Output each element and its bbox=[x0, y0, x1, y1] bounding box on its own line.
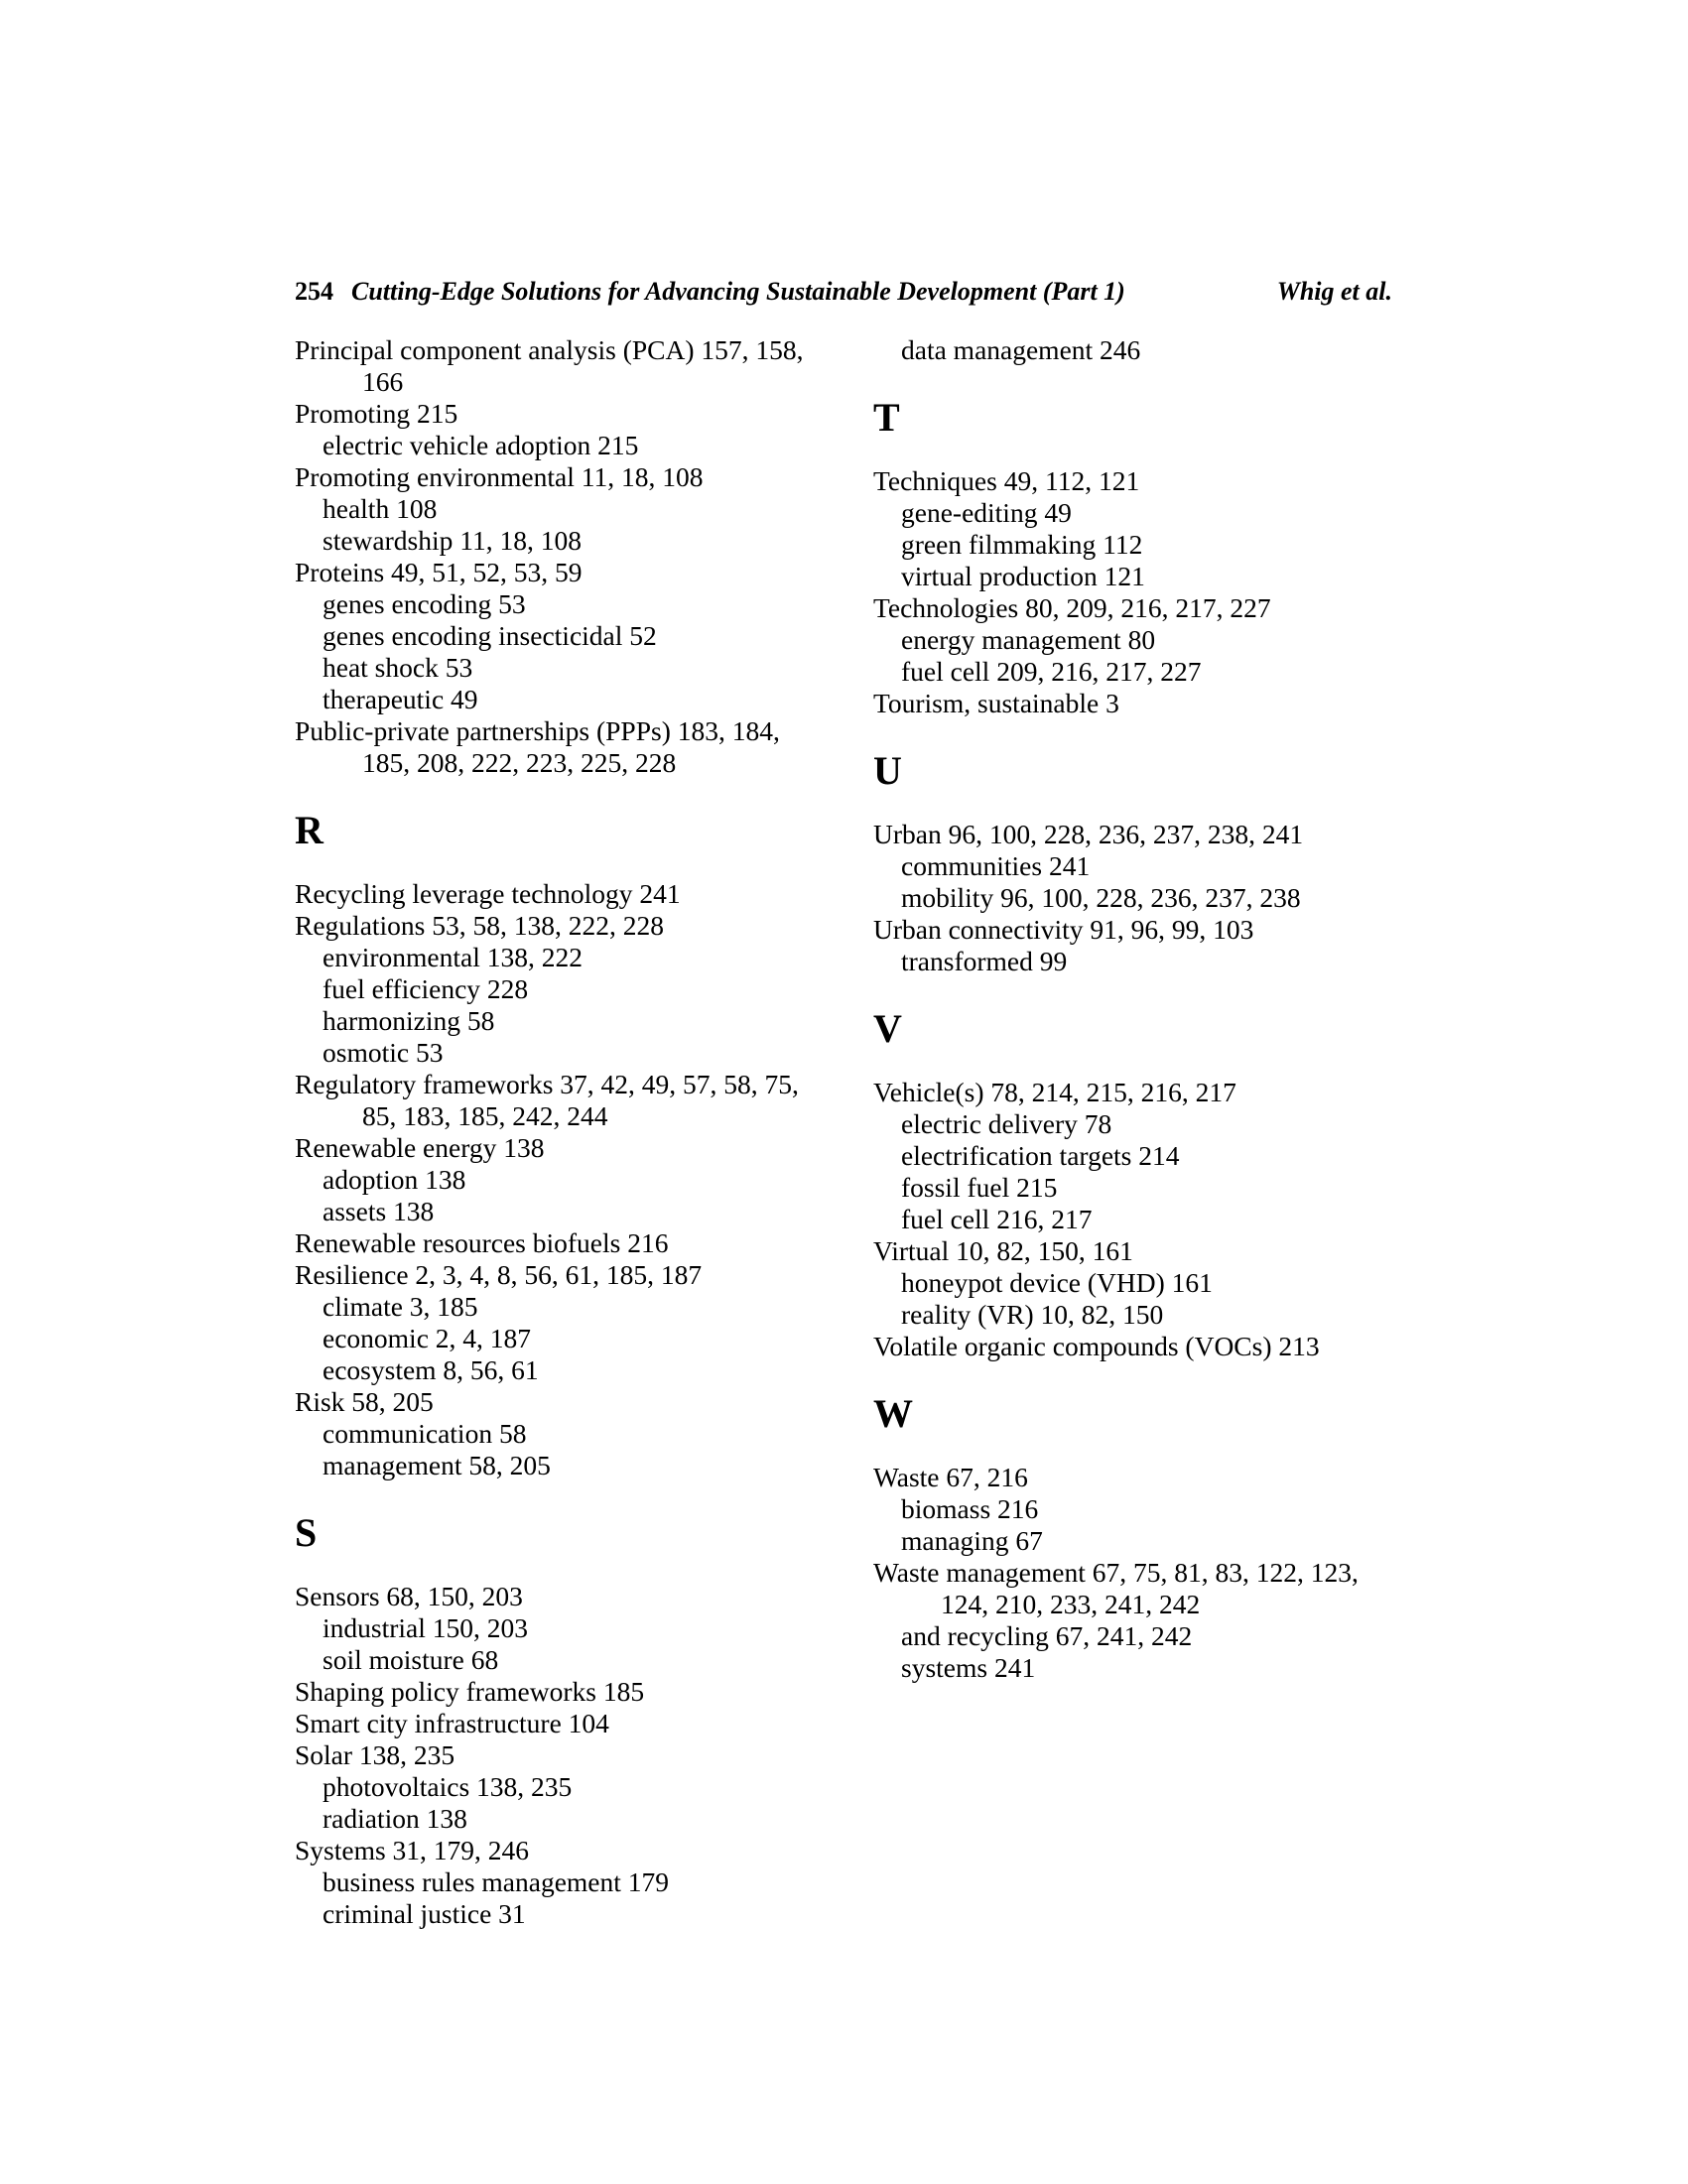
index-subentry: industrial 150, 203 bbox=[323, 1612, 529, 1643]
index-entry: Shaping policy frameworks 185 bbox=[295, 1676, 645, 1707]
index-subentry: data management 246 bbox=[901, 334, 1141, 365]
index-entry: Proteins 49, 51, 52, 53, 59 bbox=[295, 557, 583, 587]
index-entry: Waste management 67, 75, 81, 83, 122, 123, bbox=[873, 1557, 1359, 1588]
index-entry: Public-private partnerships (PPPs) 183, 184, bbox=[295, 715, 780, 746]
index-entry: Systems 31, 179, 246 bbox=[295, 1835, 530, 1865]
index-subentry: stewardship 11, 18, 108 bbox=[323, 525, 582, 556]
index-entry: Technologies 80, 209, 216, 217, 227 bbox=[873, 592, 1271, 623]
index-subentry: economic 2, 4, 187 bbox=[323, 1323, 532, 1353]
index-entry: Urban 96, 100, 228, 236, 237, 238, 241 bbox=[873, 819, 1304, 849]
index-entry: Recycling leverage technology 241 bbox=[295, 878, 681, 909]
index-column-right bbox=[873, 334, 1392, 1684]
index-subentry: genes encoding 53 bbox=[323, 588, 526, 619]
index-entry: Promoting 215 bbox=[295, 398, 458, 429]
index-subentry: honeypot device (VHD) 161 bbox=[901, 1267, 1213, 1298]
index-entry: Principal component analysis (PCA) 157, 158, bbox=[295, 334, 804, 365]
index-entry: Tourism, sustainable 3 bbox=[873, 688, 1119, 718]
index-entry: Urban connectivity 91, 96, 99, 103 bbox=[873, 914, 1254, 945]
index-entry-continuation: 85, 183, 185, 242, 244 bbox=[362, 1100, 608, 1131]
index-subentry: therapeutic 49 bbox=[323, 684, 478, 714]
section-heading-r: R bbox=[295, 808, 324, 852]
index-subentry: transformed 99 bbox=[901, 946, 1068, 976]
book-title: Cutting-Edge Solutions for Advancing Sustainable Development (Part 1) bbox=[351, 277, 1125, 306]
index-entry: Promoting environmental 11, 18, 108 bbox=[295, 461, 704, 492]
index-subentry: virtual production 121 bbox=[901, 561, 1145, 591]
section-heading-w: W bbox=[873, 1391, 913, 1436]
index-subentry: osmotic 53 bbox=[323, 1037, 444, 1068]
index-subentry: criminal justice 31 bbox=[323, 1898, 526, 1929]
index-entry: Sensors 68, 150, 203 bbox=[295, 1581, 523, 1611]
index-subentry: radiation 138 bbox=[323, 1803, 467, 1834]
index-subentry: assets 138 bbox=[323, 1196, 435, 1226]
section-heading-s: S bbox=[295, 1510, 318, 1555]
index-entry-continuation: 185, 208, 222, 223, 225, 228 bbox=[362, 747, 677, 778]
index-page bbox=[295, 277, 1392, 1930]
index-subentry: energy management 80 bbox=[901, 624, 1156, 655]
index-entry: Risk 58, 205 bbox=[295, 1386, 434, 1417]
index-subentry: heat shock 53 bbox=[323, 652, 473, 683]
index-subentry: systems 241 bbox=[901, 1652, 1036, 1683]
section-heading-t: T bbox=[873, 395, 900, 440]
page-number: 254 bbox=[295, 277, 333, 306]
index-subentry: harmonizing 58 bbox=[323, 1005, 495, 1036]
index-column-left bbox=[295, 334, 814, 1930]
index-entry: Resilience 2, 3, 4, 8, 56, 61, 185, 187 bbox=[295, 1259, 703, 1290]
index-subentry: fossil fuel 215 bbox=[901, 1172, 1058, 1203]
index-subentry: environmental 138, 222 bbox=[323, 942, 583, 972]
index-subentry: climate 3, 185 bbox=[323, 1291, 478, 1322]
index-subentry: adoption 138 bbox=[323, 1164, 466, 1195]
index-subentry: ecosystem 8, 56, 61 bbox=[323, 1354, 539, 1385]
index-subentry: electric vehicle adoption 215 bbox=[323, 430, 639, 460]
index-entry-continuation: 124, 210, 233, 241, 242 bbox=[941, 1589, 1201, 1619]
index-subentry: mobility 96, 100, 228, 236, 237, 238 bbox=[901, 882, 1301, 913]
index-subentry: fuel cell 216, 217 bbox=[901, 1204, 1093, 1234]
index-entry: Regulatory frameworks 37, 42, 49, 57, 58, 75, bbox=[295, 1069, 799, 1099]
index-subentry: gene-editing 49 bbox=[901, 497, 1072, 528]
index-subentry: electric delivery 78 bbox=[901, 1108, 1112, 1139]
index-entry: Regulations 53, 58, 138, 222, 228 bbox=[295, 910, 665, 941]
index-subentry: fuel efficiency 228 bbox=[323, 973, 529, 1004]
section-heading-u: U bbox=[873, 748, 902, 793]
header-authors: Whig et al. bbox=[1276, 277, 1392, 306]
index-subentry: fuel cell 209, 216, 217, 227 bbox=[901, 656, 1202, 687]
index-entry: Techniques 49, 112, 121 bbox=[873, 465, 1140, 496]
index-subentry: biomass 216 bbox=[901, 1493, 1039, 1524]
index-subentry: genes encoding insecticidal 52 bbox=[323, 620, 657, 651]
index-subentry: business rules management 179 bbox=[323, 1866, 670, 1897]
index-subentry: communities 241 bbox=[901, 850, 1091, 881]
index-entry-continuation: 166 bbox=[362, 366, 404, 397]
index-entry: Renewable resources biofuels 216 bbox=[295, 1227, 669, 1258]
index-columns bbox=[295, 334, 1392, 1930]
running-header bbox=[295, 277, 1392, 307]
index-subentry: managing 67 bbox=[901, 1525, 1043, 1556]
index-entry: Renewable energy 138 bbox=[295, 1132, 545, 1163]
index-subentry: green filmmaking 112 bbox=[901, 529, 1143, 560]
index-entry: Vehicle(s) 78, 214, 215, 216, 217 bbox=[873, 1077, 1236, 1107]
index-entry: Volatile organic compounds (VOCs) 213 bbox=[873, 1331, 1320, 1361]
index-entry: Virtual 10, 82, 150, 161 bbox=[873, 1235, 1133, 1266]
index-subentry: communication 58 bbox=[323, 1418, 527, 1449]
index-subentry: electrification targets 214 bbox=[901, 1140, 1180, 1171]
index-subentry: reality (VR) 10, 82, 150 bbox=[901, 1299, 1164, 1330]
index-subentry: management 58, 205 bbox=[323, 1450, 551, 1480]
index-subentry: health 108 bbox=[323, 493, 438, 524]
index-subentry: and recycling 67, 241, 242 bbox=[901, 1620, 1193, 1651]
index-subentry: photovoltaics 138, 235 bbox=[323, 1771, 573, 1802]
index-entry: Waste 67, 216 bbox=[873, 1462, 1028, 1492]
index-subentry: soil moisture 68 bbox=[323, 1644, 499, 1675]
index-entry: Smart city infrastructure 104 bbox=[295, 1708, 609, 1738]
section-heading-v: V bbox=[873, 1006, 902, 1051]
running-header-left bbox=[295, 277, 1125, 307]
index-entry: Solar 138, 235 bbox=[295, 1739, 455, 1770]
